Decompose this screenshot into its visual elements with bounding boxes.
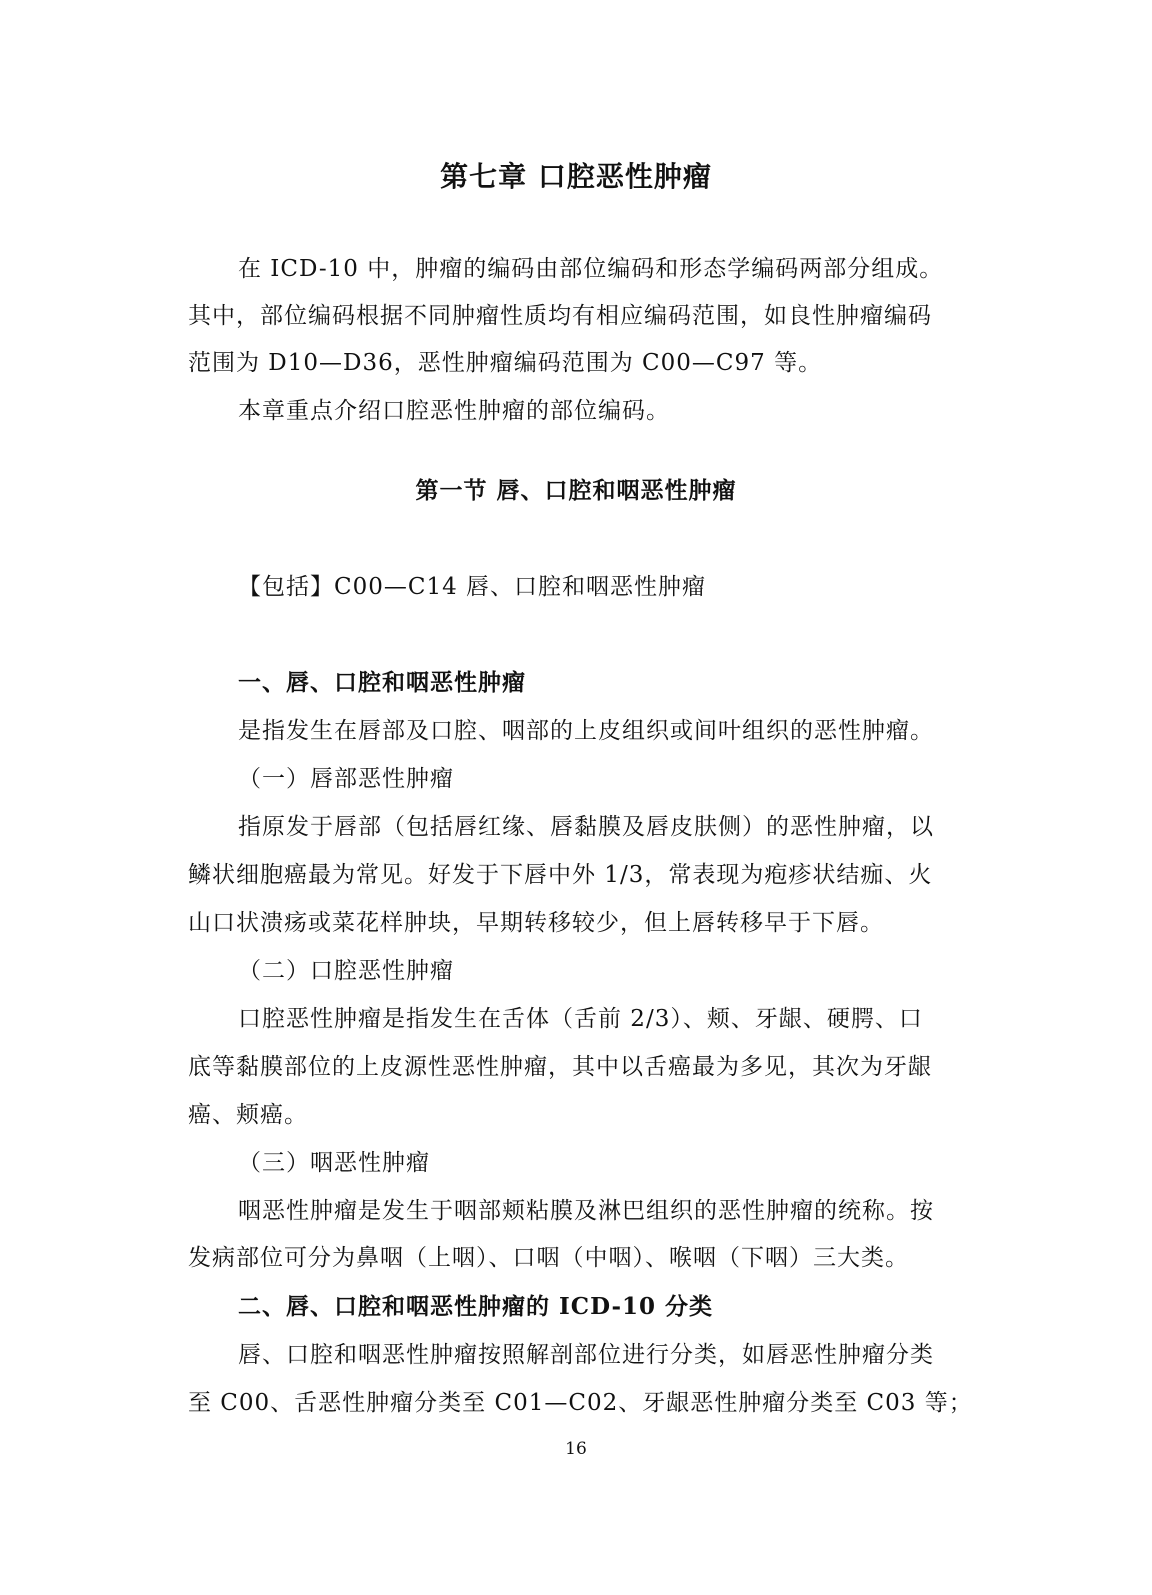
paragraph-line: 发病部位可分为鼻咽（上咽）、口咽（中咽）、喉咽（下咽）三大类。 bbox=[188, 1245, 909, 1271]
section-title: 第一节 唇、口腔和咽恶性肿瘤 bbox=[415, 477, 737, 504]
intro-line: 范围为 D10—D36，恶性肿瘤编码范围为 C00—C97 等。 bbox=[188, 350, 823, 376]
paragraph-line: 是指发生在唇部及口腔、咽部的上皮组织或间叶组织的恶性肿瘤。 bbox=[238, 718, 934, 744]
paragraph-line: 山口状溃疡或菜花样肿块，早期转移较少，但上唇转移早于下唇。 bbox=[188, 910, 884, 936]
intro-line: 本章重点介绍口腔恶性肿瘤的部位编码。 bbox=[238, 398, 670, 424]
include-line: 【包括】C00—C14 唇、口腔和咽恶性肿瘤 bbox=[238, 574, 707, 600]
paragraph-line: 唇、口腔和咽恶性肿瘤按照解剖部位进行分类，如唇恶性肿瘤分类 bbox=[238, 1342, 934, 1368]
paragraph-line: 口腔恶性肿瘤是指发生在舌体（舌前 2/3）、颊、牙龈、硬腭、口 bbox=[238, 1006, 923, 1032]
paragraph-line: 鳞状细胞癌最为常见。好发于下唇中外 1/3，常表现为疱疹状结痂、火 bbox=[188, 862, 933, 888]
intro-line: 其中，部位编码根据不同肿瘤性质均有相应编码范围，如良性肿瘤编码 bbox=[188, 303, 932, 329]
paragraph-line: 癌、颊癌。 bbox=[188, 1102, 308, 1128]
intro-line: 在 ICD-10 中，肿瘤的编码由部位编码和形态学编码两部分组成。 bbox=[238, 256, 944, 282]
heading-2: 二、唇、口腔和咽恶性肿瘤的 ICD-10 分类 bbox=[238, 1293, 714, 1320]
chapter-title: 第七章 口腔恶性肿瘤 bbox=[440, 160, 712, 193]
paragraph-line: 咽恶性肿瘤是发生于咽部颊粘膜及淋巴组织的恶性肿瘤的统称。按 bbox=[238, 1198, 934, 1224]
subheading-2: （二）口腔恶性肿瘤 bbox=[238, 958, 454, 984]
subheading-1: （一）唇部恶性肿瘤 bbox=[238, 766, 454, 792]
subheading-3: （三）咽恶性肿瘤 bbox=[238, 1150, 430, 1176]
paragraph-line: 指原发于唇部（包括唇红缘、唇黏膜及唇皮肤侧）的恶性肿瘤，以 bbox=[238, 814, 934, 840]
paragraph-line: 至 C00、舌恶性肿瘤分类至 C01—C02、牙龈恶性肿瘤分类至 C03 等； bbox=[188, 1390, 973, 1416]
page-number: 16 bbox=[565, 1439, 587, 1459]
heading-1: 一、唇、口腔和咽恶性肿瘤 bbox=[238, 669, 526, 696]
paragraph-line: 底等黏膜部位的上皮源性恶性肿瘤，其中以舌癌最为多见，其次为牙龈 bbox=[188, 1054, 932, 1080]
